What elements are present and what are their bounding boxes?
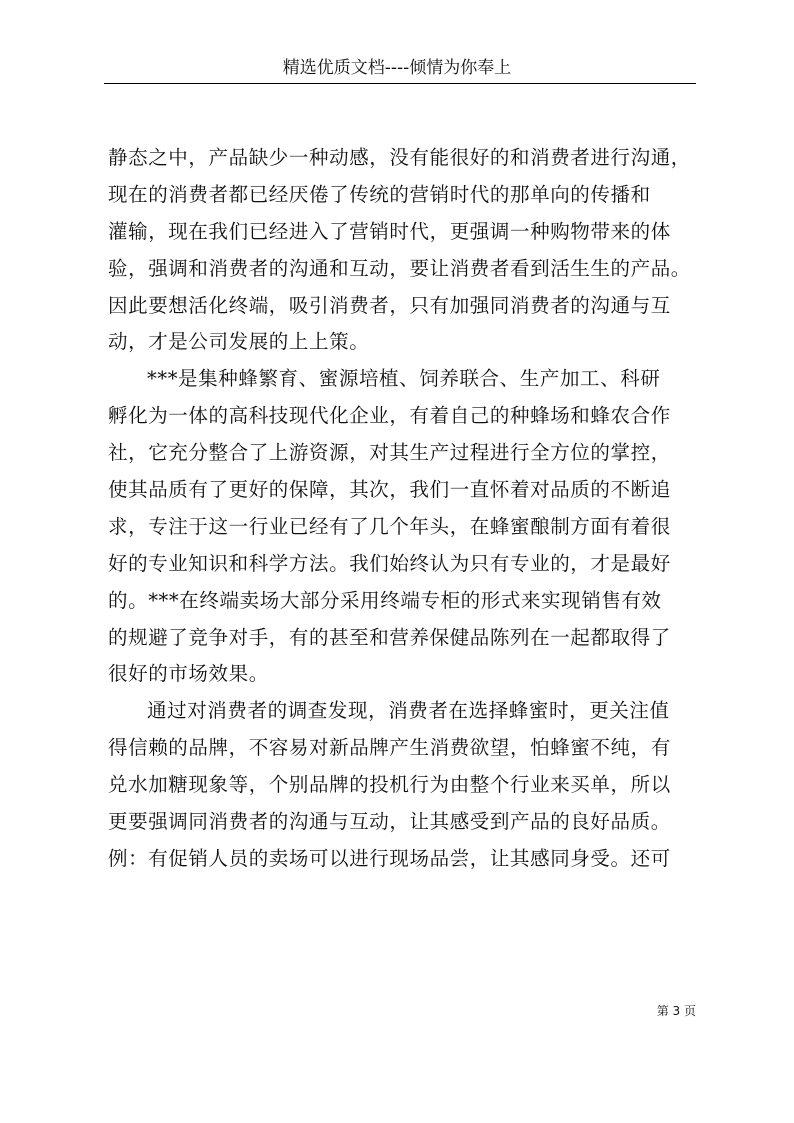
body-line: 现在的消费者都已经厌倦了传统的营销时代的那单向的传播和 bbox=[108, 182, 651, 206]
body-line: 的规避了竞争对手，有的甚至和营养保健品陈列在一起都取得了 bbox=[108, 625, 671, 649]
body-line: 静态之中，产品缺少一种动感，没有能很好的和消费者进行沟通， bbox=[108, 146, 691, 169]
page-number: 第 3 页 bbox=[656, 1004, 696, 1018]
body-line: 好的专业知识和科学方法。我们始终认为只有专业的，才是最好 bbox=[108, 551, 671, 575]
body-line: 求，专注于这一行业已经有了几个年头，在蜂蜜酿制方面有着很 bbox=[108, 514, 671, 538]
body-line: 的。***在终端卖场大部分采用终端专柜的形式来实现销售有效 bbox=[108, 588, 662, 612]
body-line: 得信赖的品牌，不容易对新品牌产生消费欲望，怕蜂蜜不纯，有 bbox=[108, 736, 671, 760]
body-line: 更要强调同消费者的沟通与互动，让其感受到产品的良好品质。 bbox=[108, 810, 671, 834]
paragraph-start-line: ***是集种蜂繁育、蜜源培植、饲养联合、生产加工、科研 bbox=[147, 367, 661, 391]
body-line: 动，才是公司发展的上上策。 bbox=[108, 330, 370, 354]
body-line: 兑水加糖现象等，个别品牌的投机行为由整个行业来买单，所以 bbox=[108, 773, 671, 797]
body-line: 因此要想活化终端，吸引消费者，只有加强同消费者的沟通与互 bbox=[108, 293, 671, 317]
header-divider bbox=[104, 83, 696, 84]
body-line: 孵化为一体的高科技现代化企业，有着自己的种蜂场和蜂农合作 bbox=[108, 404, 671, 428]
document-body bbox=[108, 140, 700, 878]
body-line: 例：有促销人员的卖场可以进行现场品尝，让其感同身受。还可 bbox=[108, 846, 671, 870]
body-line: 社，它充分整合了上游资源，对其生产过程进行全方位的掌控， bbox=[108, 441, 671, 465]
body-line: 验，强调和消费者的沟通和互动，要让消费者看到活生生的产品。 bbox=[108, 256, 691, 280]
body-line: 使其品质有了更好的保障，其次，我们一直怀着对品质的不断追 bbox=[108, 478, 671, 502]
body-line: 很好的市场效果。 bbox=[108, 662, 269, 686]
body-line: 灌输，现在我们已经进入了营销时代，更强调一种购物带来的体 bbox=[108, 219, 671, 243]
page-header: 精选优质文档----倾情为你奉上 bbox=[282, 58, 512, 78]
paragraph-start-line: 通过对消费者的调查发现，消费者在选择蜂蜜时，更关注值 bbox=[147, 699, 670, 723]
